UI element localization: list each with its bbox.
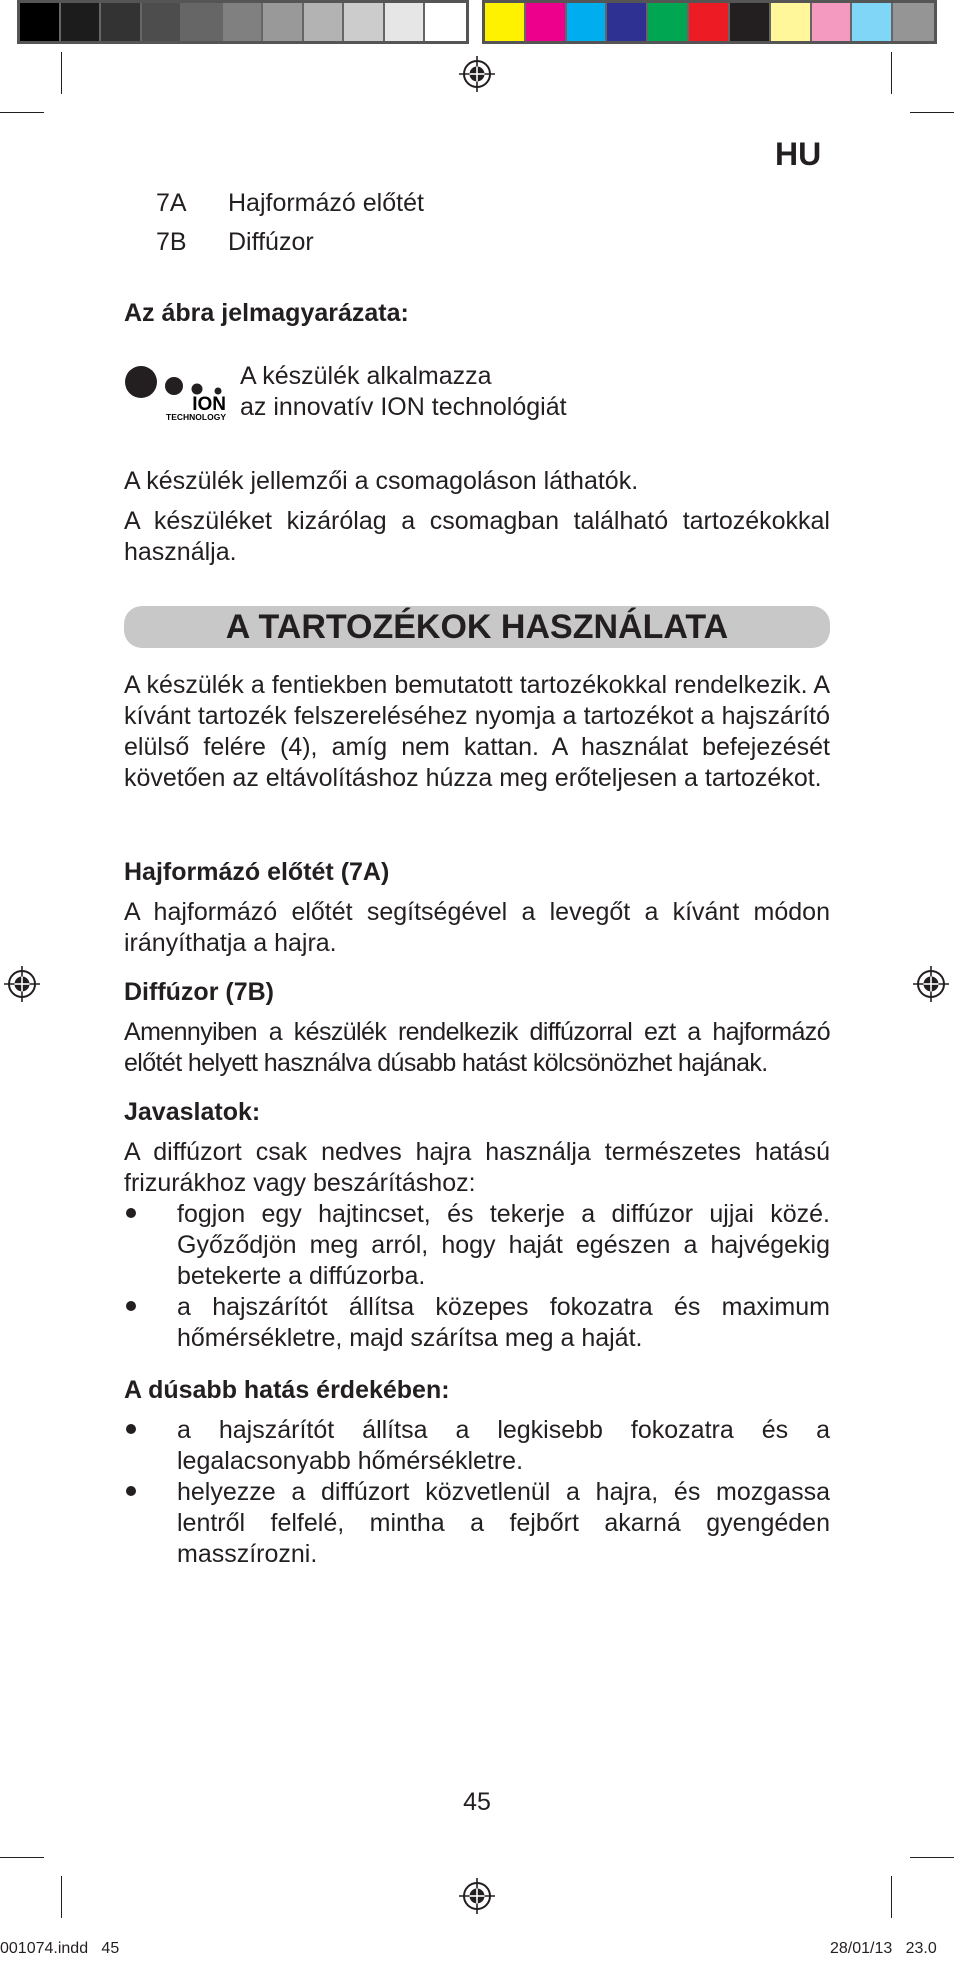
crop-mark — [891, 1876, 892, 1918]
tips-heading: Javaslatok: — [124, 1098, 261, 1126]
tips-list — [124, 1199, 830, 1354]
section-title: A TARTOZÉKOK HASZNÁLATA — [124, 606, 830, 648]
gray-swatch — [142, 3, 183, 41]
gray-swatch — [385, 3, 426, 41]
section-paragraph: A készülék a fentiekben bemutatott tartozékokkal rendelkezik. A kívánt tartozék felszereléséhez nyomja a tartozékot a hajszárító elülső felére (4), amíg nem kattan. A használat befejezését követően az eltávolításhoz húzza meg erőteljesen a tartozékot. — [124, 671, 830, 792]
list-item — [124, 1199, 830, 1292]
registration-mark-icon — [459, 1878, 495, 1914]
volume-list — [124, 1415, 830, 1570]
list-item-text: a hajszárítót állítsa közepes fokozatra és maximum hőmérsékletre, majd szárítsa meg a haját. — [177, 1293, 830, 1352]
gray-swatch — [182, 3, 223, 41]
ion-description — [240, 361, 567, 423]
color-swatch — [730, 3, 771, 41]
accessory-item — [156, 189, 556, 221]
crop-mark — [910, 1857, 954, 1858]
list-item — [124, 1415, 830, 1477]
list-item-text: a hajszárítót állítsa a legkisebb fokozatra és a legalacsonyabb hőmérsékletre. — [177, 1416, 830, 1475]
ion-logo-text: ION — [192, 394, 226, 415]
concentrator-text: A hajformázó előtét segítségével a levegőt a kívánt módon irányíthatja a hajra. — [124, 898, 830, 957]
color-swatch — [607, 3, 648, 41]
accessory-label: Hajformázó előtét — [228, 189, 424, 217]
gray-swatch — [101, 3, 142, 41]
bullet-icon — [126, 1208, 136, 1218]
intro-paragraph: A készüléket kizárólag a csomagban található tartozékokkal használja. — [124, 507, 830, 566]
gray-swatch — [223, 3, 264, 41]
color-swatch — [852, 3, 893, 41]
crop-mark — [61, 1876, 62, 1918]
language-code: HU — [775, 136, 822, 172]
gray-swatch — [20, 3, 61, 41]
list-item — [124, 1477, 830, 1570]
page-number: 45 — [463, 1788, 491, 1816]
footer-file-info: 001074.indd 45 — [0, 1940, 120, 1957]
gray-swatch — [304, 3, 345, 41]
color-swatch — [689, 3, 730, 41]
gray-swatch — [61, 3, 102, 41]
color-swatch — [812, 3, 853, 41]
color-swatch — [893, 3, 934, 41]
diffuser-text: Amennyiben a készülék rendelkezik diffúzorral ezt a hajformázó előtét helyett használva dúsabb hatást kölcsönözhet hajának. — [124, 1018, 830, 1077]
gray-swatch — [425, 3, 466, 41]
accessory-code: 7B — [156, 228, 187, 256]
accessory-item — [156, 228, 556, 260]
list-item-text: fogjon egy hajtincset, és tekerje a diffúzor ujjai közé. Győződjön meg arról, hogy haját egészen a hajvégekig betekerte a diffúzorba. — [177, 1200, 830, 1290]
concentrator-heading: Hajformázó előtét (7A) — [124, 858, 390, 886]
color-swatch — [526, 3, 567, 41]
crop-mark — [891, 52, 892, 94]
footer-date-info: 28/01/13 23.0 — [830, 1940, 937, 1957]
crop-mark — [0, 1857, 44, 1858]
accessory-label: Diffúzor — [228, 228, 314, 256]
ion-line-2: az innovatív ION technológiát — [240, 393, 567, 421]
accessory-code: 7A — [156, 189, 187, 217]
tips-intro: A diffúzort csak nedves hajra használja természetes hatású frizurákhoz vagy beszárításhoz: — [124, 1138, 830, 1197]
ion-technology-logo — [123, 365, 227, 421]
legend-heading: Az ábra jelmagyarázata: — [124, 299, 409, 327]
registration-mark-icon — [913, 966, 949, 1002]
color-swatch — [567, 3, 608, 41]
bullet-icon — [126, 1301, 136, 1311]
color-swatch — [485, 3, 526, 41]
ion-line-1: A készülék alkalmazza — [240, 362, 492, 390]
gray-swatch — [263, 3, 304, 41]
bullet-icon — [126, 1486, 136, 1496]
registration-mark-icon — [459, 56, 495, 92]
crop-mark — [0, 112, 44, 113]
color-swatch — [771, 3, 812, 41]
grayscale-color-bar — [17, 0, 469, 44]
ion-logo-subtext: TECHNOLOGY — [166, 412, 226, 421]
intro-paragraph: A készülék jellemzői a csomagoláson láthatók. — [124, 467, 639, 495]
bullet-icon — [126, 1424, 136, 1434]
registration-mark-icon — [4, 966, 40, 1002]
volume-heading: A dúsabb hatás érdekében: — [124, 1376, 450, 1404]
list-item-text: helyezze a diffúzort közvetlenül a hajra, és mozgassa lentről felfelé, mintha a fejbőrt akarná gyengéden masszírozni. — [177, 1478, 830, 1568]
gray-swatch — [344, 3, 385, 41]
diffuser-heading: Diffúzor (7B) — [124, 978, 274, 1006]
process-color-bar — [482, 0, 937, 44]
color-swatch — [648, 3, 689, 41]
list-item — [124, 1292, 830, 1354]
crop-mark — [61, 52, 62, 94]
crop-mark — [910, 112, 954, 113]
